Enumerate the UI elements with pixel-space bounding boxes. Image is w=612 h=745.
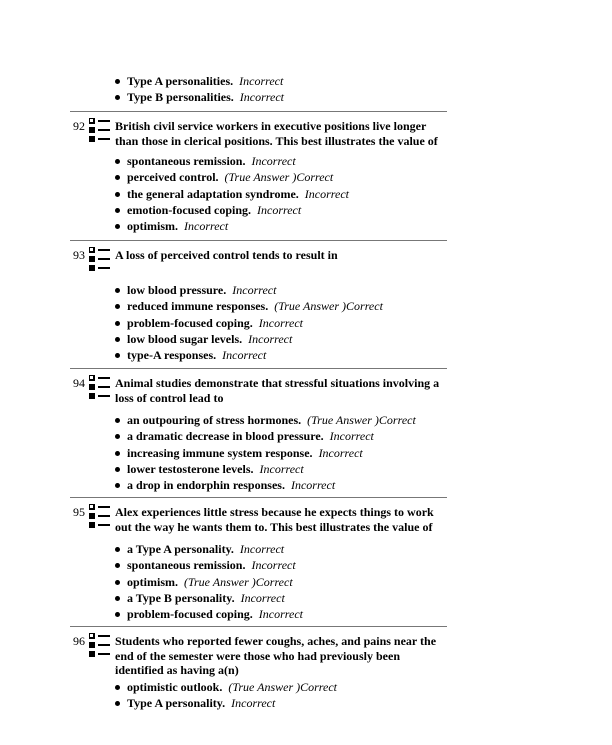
bullet xyxy=(115,175,120,180)
answer-option: type-A responses. Incorrect xyxy=(115,347,383,363)
bullet xyxy=(115,434,120,439)
answer-option: a drop in endorphin responses. Incorrect xyxy=(115,477,416,493)
multiple-choice-icon xyxy=(89,503,111,529)
answer-option: optimism. (True Answer )Correct xyxy=(115,574,303,590)
answer-options xyxy=(115,679,337,712)
multiple-choice-icon xyxy=(89,246,111,272)
bullet xyxy=(115,288,120,293)
bullet xyxy=(115,208,120,213)
answer-option: a Type B personality. Incorrect xyxy=(115,590,303,606)
answer-options xyxy=(115,412,416,493)
question-number: 96 xyxy=(73,634,85,648)
bullet xyxy=(115,467,120,472)
question-stem: Alex experiences little stress because he expects things to work out the way he wants them to. This best illustrates the value of xyxy=(115,505,434,534)
multiple-choice-icon xyxy=(89,374,111,400)
answer-option: spontaneous remission. Incorrect xyxy=(115,153,349,169)
answer-option: optimism. Incorrect xyxy=(115,218,349,234)
divider xyxy=(70,368,447,369)
bullet xyxy=(115,580,120,585)
previous-question-options xyxy=(115,73,284,106)
answer-options xyxy=(115,282,383,363)
question-stem: Animal studies demonstrate that stressful situations involving a loss of control lead to xyxy=(115,376,440,405)
question-number: 95 xyxy=(73,505,85,519)
question-stem: British civil service workers in executive positions live longer than those in clerical positions. This best illustrates the value of xyxy=(115,119,438,148)
bullet xyxy=(115,451,120,456)
answer-option: Type A personalities. Incorrect xyxy=(115,73,284,89)
bullet xyxy=(115,563,120,568)
question-stem: A loss of perceived control tends to result in xyxy=(115,248,338,262)
answer-options xyxy=(115,153,349,234)
bullet xyxy=(115,685,120,690)
bullet xyxy=(115,79,120,84)
bullet xyxy=(115,224,120,229)
question-number: 94 xyxy=(73,376,85,390)
answer-option: an outpouring of stress hormones. (True Answer )Correct xyxy=(115,412,416,428)
answer-option: optimistic outlook. (True Answer )Correct xyxy=(115,679,337,695)
answer-option: spontaneous remission. Incorrect xyxy=(115,557,303,573)
question-stem: Students who reported fewer coughs, aches, and pains near the end of the semester were those who had previously been identified as having a(n) xyxy=(115,634,437,677)
bullet xyxy=(115,304,120,309)
bullet xyxy=(115,612,120,617)
answer-option: increasing immune system response. Incorrect xyxy=(115,445,416,461)
bullet xyxy=(115,418,120,423)
bullet xyxy=(115,192,120,197)
answer-option: a dramatic decrease in blood pressure. Incorrect xyxy=(115,428,416,444)
answer-option: emotion-focused coping. Incorrect xyxy=(115,202,349,218)
bullet xyxy=(115,95,120,100)
multiple-choice-icon xyxy=(89,117,111,143)
answer-option: low blood sugar levels. Incorrect xyxy=(115,331,383,347)
bullet xyxy=(115,159,120,164)
divider xyxy=(70,240,447,241)
answer-option: problem-focused coping. Incorrect xyxy=(115,315,383,331)
answer-option: the general adaptation syndrome. Incorrect xyxy=(115,186,349,202)
bullet xyxy=(115,321,120,326)
bullet xyxy=(115,701,120,706)
question-number: 93 xyxy=(73,248,85,262)
answer-option: perceived control. (True Answer )Correct xyxy=(115,169,349,185)
bullet xyxy=(115,483,120,488)
bullet xyxy=(115,547,120,552)
bullet xyxy=(115,596,120,601)
divider xyxy=(70,497,447,498)
bullet xyxy=(115,353,120,358)
answer-option: Type A personality. Incorrect xyxy=(115,695,337,711)
multiple-choice-icon xyxy=(89,632,111,658)
answer-option: low blood pressure. Incorrect xyxy=(115,282,383,298)
answer-option: problem-focused coping. Incorrect xyxy=(115,606,303,622)
answer-option: a Type A personality. Incorrect xyxy=(115,541,303,557)
question-number: 92 xyxy=(73,119,85,133)
divider xyxy=(70,111,447,112)
answer-option: Type B personalities. Incorrect xyxy=(115,89,284,105)
bullet xyxy=(115,337,120,342)
answer-option: reduced immune responses. (True Answer )Correct xyxy=(115,298,383,314)
answer-options xyxy=(115,541,303,622)
answer-option: lower testosterone levels. Incorrect xyxy=(115,461,416,477)
divider xyxy=(70,626,447,627)
